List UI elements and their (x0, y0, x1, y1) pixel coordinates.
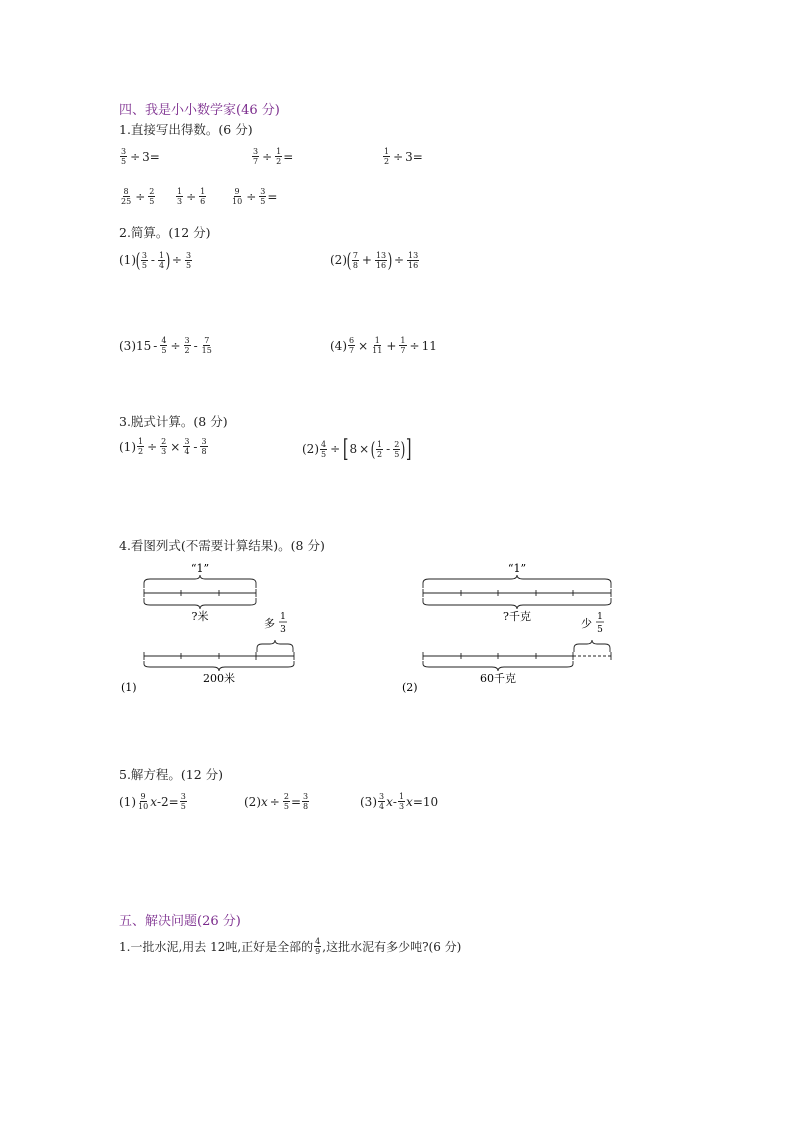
fraction: 3 4 (379, 792, 385, 811)
section-5-heading (119, 910, 241, 929)
fraction: 3 5 (141, 250, 147, 270)
more-label-1: 多 (264, 617, 275, 630)
fraction: 2 5 (394, 439, 400, 459)
fraction: 3 8 (201, 437, 207, 456)
q1-item-5: $\frac{1}{3}$ ÷ $\frac{1}{6}$ (177, 187, 206, 206)
fraction: 1 3 (398, 792, 405, 811)
fraction: $\frac{3}{2}$ (184, 336, 190, 355)
fraction: $\frac{13}{16}$ (375, 250, 387, 270)
q1-item-3: $\frac{1}{2}$ ÷ 3 = (384, 147, 423, 166)
top-brace-2 (423, 575, 611, 588)
fraction: 7 15 (201, 336, 212, 355)
q2-item-4: (4) $\frac{6}{7}$ × $\frac{1}{11}$ + $\frac{1}{7}$ ÷ 11 (330, 336, 437, 355)
figure-label-2: (2) (402, 681, 418, 694)
section-5-score: (26 分) (197, 914, 241, 929)
fraction: 1 4 (158, 250, 165, 270)
unit-label-1: “1” (190, 562, 210, 575)
fraction: 7 8 (352, 250, 358, 270)
unknown-label-2: ?千克 (503, 610, 531, 623)
svg-text:5: 5 (597, 625, 603, 635)
total-brace-2 (423, 661, 573, 671)
q4-title: 4.看图列式(不需要计算结果)。(8 分) (119, 538, 325, 553)
fraction: $\frac{3}{7}$ (253, 147, 259, 166)
fraction: $\frac{9}{10}$ (232, 187, 243, 206)
less-brace-2 (574, 640, 610, 652)
svg-text:1: 1 (280, 612, 286, 622)
q3-item-2: (2) $\frac{4}{5}$ ÷ [ 8 × ( 1 2 - 2 5 ) ] (302, 435, 412, 463)
fraction: $\frac{1}{11}$ (372, 336, 383, 355)
fraction: $\frac{8}{25}$ (121, 187, 132, 206)
svg-text:3: 3 (280, 625, 286, 635)
fraction: $\frac{1}{3}$ (177, 187, 183, 206)
unknown-label-1: ?米 (191, 610, 209, 623)
q2-title: 2.简算。(12 分) (119, 225, 211, 240)
fraction: $\frac{6}{7}$ (349, 336, 355, 355)
top-brace-1 (144, 575, 256, 588)
bottom-brace-1 (144, 598, 256, 609)
known-label-1: 200米 (203, 672, 235, 685)
section-4-title: 四、我是小小数学家 (119, 103, 237, 118)
fraction: $\frac{3}{5}$ (260, 187, 266, 206)
section-5-title: 五、解决问题 (119, 914, 198, 929)
fraction: $\frac{1}{2}$ (276, 147, 282, 166)
total-brace-1 (144, 661, 294, 671)
fraction: $\frac{1}{7}$ (400, 336, 406, 355)
fraction: 9 10 (138, 792, 149, 811)
q5-item-2: (2) x ÷ $\frac{2}{5}$ = 3 8 (244, 792, 309, 811)
svg-text:1: 1 (597, 612, 603, 622)
q3-item-1: (1) $\frac{1}{2}$ ÷ $\frac{2}{3}$ × $\frac{3}{4}$ - 3 8 (119, 437, 207, 456)
known-label-2: 60千克 (480, 672, 516, 685)
q5-title: 5.解方程。(12 分) (119, 767, 224, 782)
fraction: $\frac{2}{5}$ (283, 792, 289, 811)
figure-label-1: (1) (121, 681, 137, 694)
more-brace-1 (257, 640, 293, 652)
fraction: $\frac{3}{4}$ (184, 437, 190, 456)
fraction: $\frac{4}{5}$ (161, 336, 167, 355)
fraction: $\frac{3}{5}$ (121, 147, 127, 166)
q1-item-6: $\frac{9}{10}$ ÷ $\frac{3}{5}$ = (232, 187, 278, 206)
q2-item-3: (3) 15 - $\frac{4}{5}$ ÷ $\frac{3}{2}$ - 7 15 (119, 336, 212, 355)
fraction: $\frac{13}{16}$ (408, 250, 419, 270)
fraction: 3 5 (180, 792, 186, 811)
fraction: $\frac{1}{2}$ (138, 437, 144, 456)
s5-q1: 1.一批水泥,用去 12吨,正好是全部的 4 9 ,这批水泥有多少吨?(6 分) (119, 937, 462, 956)
q1-item-1: $\frac{3}{5}$ ÷ 3 = (121, 147, 160, 166)
fraction: $\frac{4}{5}$ (321, 439, 327, 459)
q2-item-1: (1) ( 3 5 - 1 4 ) ÷ $\frac{3}{5}$ (119, 248, 192, 272)
less-label-2: 少 (581, 617, 592, 630)
bottom-brace-2 (423, 598, 611, 609)
fraction: $\frac{2}{3}$ (161, 437, 167, 456)
unit-label-2: “1” (507, 562, 527, 575)
fraction: $\frac{1}{6}$ (200, 187, 206, 206)
q2-item-2: (2) ( 7 8 + $\frac{13}{16}$ ) ÷ $\frac{13}{16}$ (330, 248, 419, 272)
section-4-score: (46 分) (236, 103, 280, 118)
q5-item-1: (1) 9 10 x -2= 3 5 (119, 792, 186, 811)
fraction: 4 9 (315, 937, 321, 956)
fraction: $\frac{2}{5}$ (149, 187, 155, 206)
q1-item-2: $\frac{3}{7}$ ÷ $\frac{1}{2}$ = (253, 147, 294, 166)
fraction: 3 8 (303, 792, 309, 811)
q5-item-3: (3) 3 4 x - 1 3 x = 10 (360, 792, 439, 811)
q3-title: 3.脱式计算。(8 分) (119, 414, 228, 429)
q1-title: 1.直接写出得数。(6 分) (119, 122, 253, 137)
fraction: $\frac{1}{2}$ (384, 147, 390, 166)
q1-item-4: $\frac{8}{25}$ ÷ $\frac{2}{5}$ (121, 187, 155, 206)
fraction: 1 2 (377, 439, 383, 459)
fraction: $\frac{3}{5}$ (185, 250, 192, 270)
